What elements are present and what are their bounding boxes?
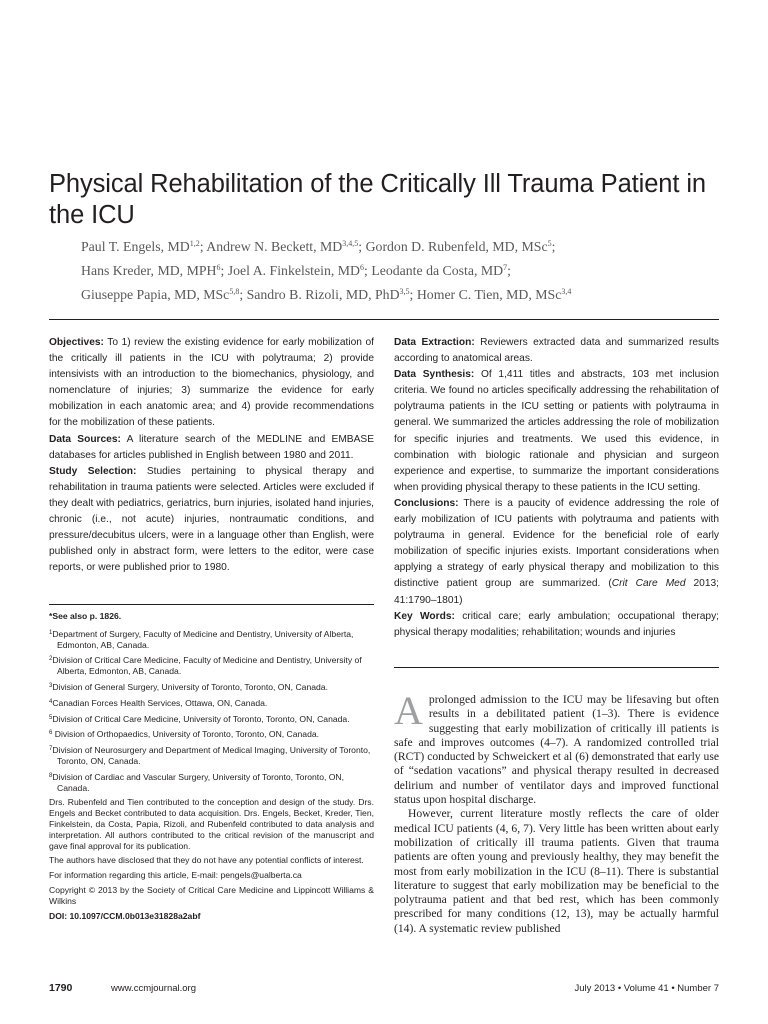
author-list <box>81 233 681 305</box>
abstract-study-selection: Study Selection: Studies pertaining to physical therapy and rehabilitation in trauma patients were selected. Articles were excluded if they dealt with pediatrics, geriatrics, burn injuries, isolated hand injuries, chronic (i.e., not acute) injuries, nontraumatic conditions, and pressure/decubitus ulcers, were in a language other than English, were published only in abstract form, were letters to the editor, were case reports, or were published prior to 1980. <box>49 465 374 574</box>
journal-url: www.ccmjournal.org <box>111 983 196 994</box>
affiliation: $^6$ Division of Orthopaedics, University of Toronto, Toronto, ON, Canada. <box>49 729 320 740</box>
abstract-right-column <box>394 335 719 641</box>
author: Giuseppe Papia, MD, MSc$^{5,8}$; <box>81 287 247 302</box>
author: Homer C. Tien, MD, MSc$^{3,4}$ <box>416 287 572 302</box>
author: Hans Kreder, MD, MPH$^6$; <box>81 263 228 278</box>
header-divider <box>49 319 719 320</box>
body-paragraph: However, current literature mostly reflects the care of older medical ICU patients (4, 6, 7). Very little has been written about early mobilization of critically ill trauma patients. Given that trauma patients are often young and previously healthy, they may benefit the most from early mobilization in the ICU (8–11). There is substantial literature to suggest that early mobilization may be beneficial to the polytrauma patient and that bed rest, which has been commonly prescribed for many conditions (12, 13), may be actually harmful (14). A systematic review published <box>394 807 719 935</box>
notes-divider <box>49 604 374 605</box>
affiliation: $^3$Division of General Surgery, University of Toronto, Toronto, ON, Canada. <box>49 681 328 692</box>
page-number: 1790 <box>49 982 73 994</box>
affiliation: $^5$Division of Critical Care Medicine, University of Toronto, Toronto, ON, Canada. <box>49 713 350 724</box>
copyright-note: Copyright © 2013 by the Society of Critical Care Medicine and Lippincott Williams & Wilkins <box>49 884 374 906</box>
contact-note: For information regarding this article, E-mail: pengels@ualberta.ca <box>49 870 302 881</box>
affiliation: $^2$Division of Critical Care Medicine, Faculty of Medicine and Dentistry, University of Alberta, Edmonton, AB, Canada. <box>49 655 362 677</box>
conflicts-note: The authors have disclosed that they do not have any potential conflicts of interest. <box>49 855 364 866</box>
article-title: Physical Rehabilitation of the Critically Ill Trauma Patient in the ICU <box>49 170 706 230</box>
author: Leodante da Costa, $MD^7$; <box>371 263 511 278</box>
abstract-data-synthesis: Data Synthesis: Of 1,411 titles and abstracts, 103 met inclusion criteria. We found no articles specifically addressing the rehabilitation of polytrauma patients in the ICU setting or patients with polytrauma in general. We summarized the articles addressing the role of mobilization for specific injuries and treatments. We used this evidence, in combination with biologic rationale and physician and surgeon experience and expertise, to summarize the important considerations when providing physical therapy to these patients in the ICU setting. <box>394 369 719 493</box>
article-body <box>394 688 719 936</box>
contributions-note: Drs. Rubenfeld and Tien contributed to the conception and design of the study. Drs. Engels and Becket contributed to data acquisition. Drs. Engels, Becket, Kreder, Tien, Finkelstein, da Costa, Papia, Rizoli, and Rubenfeld contributed to data analysis and interpretation. All authors contributed to the critical revision of the manuscript and gave final approval for its publication. <box>49 797 374 851</box>
article-notes <box>49 611 374 925</box>
affiliation: $^8$Division of Cardiac and Vascular Surgery, University of Toronto, Toronto, ON, Canada. <box>49 771 345 793</box>
abstract-data-extraction: Data Extraction: Reviewers extracted data and summarized results according to anatomical areas. <box>394 337 719 365</box>
author: Gordon D. Rubenfeld, MD, MSc$^5$; <box>365 239 556 254</box>
see-also-note: *See also p. 1826. <box>49 611 122 621</box>
drop-cap: A <box>394 688 423 733</box>
affiliation: $^7$Division of Neurosurgery and Department of Medical Imaging, University of Toronto, Toronto, ON, Canada. <box>49 745 371 766</box>
abstract-key-words: Key Words: critical care; early ambulation; occupational therapy; physical therapy modalities; rehabilitation; wounds and injuries <box>394 610 720 638</box>
affiliation: $^1$Department of Surgery, Faculty of Medicine and Dentistry, University of Alberta, Edmonton, AB, Canada. <box>49 628 354 650</box>
body-divider <box>394 667 719 668</box>
abstract-data-sources: Data Sources: A literature search of the MEDLINE and EMBASE databases for articles published in English between 1980 and 2011. <box>49 433 374 461</box>
abstract-conclusions: Conclusions: There is a paucity of evidence addressing the role of early mobilization of ICU patients with polytrauma and patients with polytrauma in general. Evidence for the beneficial role of early mobilization of specific injuries exists. Important considerations when applying a strategy of early physical therapy and mobilization to this distinctive patient group are summarized. (Crit Care Med 2013; 41:1790–1801) <box>394 497 720 606</box>
affiliation: $^4$Canadian Forces Health Services, Ottawa, ON, Canada. <box>49 697 268 708</box>
author: Sandro B. Rizoli, MD, PhD$^{3,5}$; <box>246 287 417 302</box>
author: Andrew N. Beckett, MD$^{3,4,5}$; <box>206 239 366 254</box>
abstract-objectives: Objectives: To 1) review the existing evidence for early mobilization of the critically ill patients in the ICU with polytrauma; 2) provide intensivists with an introduction to the biomechanics, physiology, and nomenclature of injuries; 3) summarize the evidence for early mobilization in each anatomic area; and 4) provide recommendations for the mobilization of these patients. <box>49 337 374 429</box>
abstract-left-column <box>49 335 374 576</box>
body-paragraph: Aprolonged admission to the ICU may be lifesaving but often results in a debilitated patient (1–3). There is evidence suggesting that early mobilization of critically ill patients is safe and improves outcomes (4–7). A randomized controlled trial (RCT) conducted by Schweickert et al (6) demonstrated that early use of “sedation vacations” and physical therapy resulted in decreased delirium and number of ventilator days and improved functional status upon hospital discharge. <box>394 688 719 807</box>
author: Paul T. Engels, MD$^{1,2}$; <box>81 239 207 254</box>
author: Joel A. Finkelstein, $MD^6$; <box>227 263 372 278</box>
doi: DOI: 10.1097/CCM.0b013e31828a2abf <box>49 910 201 921</box>
issue-info: July 2013 • Volume 41 • Number 7 <box>574 983 719 994</box>
